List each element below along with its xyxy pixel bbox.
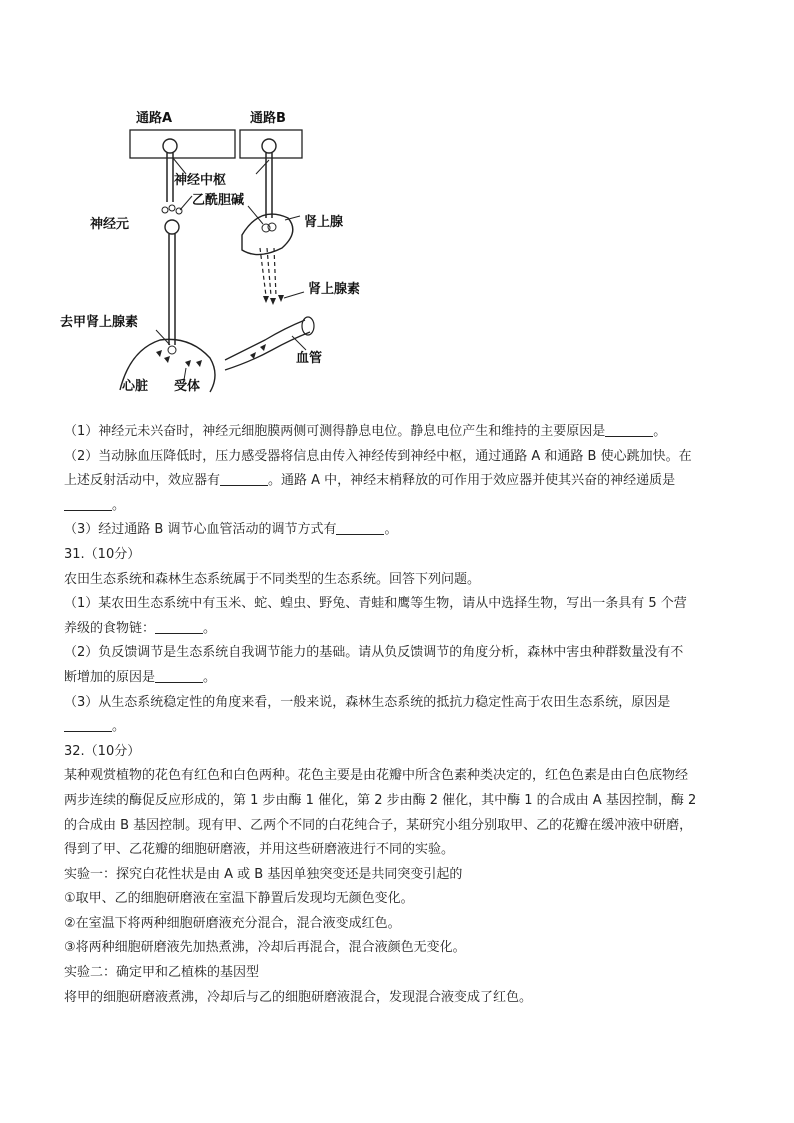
experiment-1-step2: ②在室温下将两种细胞研磨液充分混合，混合液变成红色。 [64, 915, 401, 931]
label-epinephrine: 肾上腺素 [308, 282, 361, 297]
answer-blank[interactable] [64, 717, 112, 732]
experiment-2-text: 将甲的细胞研磨液煮沸，冷却后与乙的细胞研磨液混合，发现混合液变成了红色。 [64, 989, 533, 1005]
label-nerve-center: 神经中枢 [174, 173, 227, 188]
label-norepinephrine: 去甲肾上腺素 [60, 315, 139, 330]
answer-blank[interactable] [64, 496, 112, 511]
q31-sub1-line1: （1）某农田生态系统中有玉米、蛇、蝗虫、野兔、青蛙和鹰等生物，请从中选择生物，写出一条具有 5 个营 [64, 596, 687, 612]
question-text [64, 420, 734, 1010]
center-neuron-a [163, 139, 177, 153]
experiment-1-step1: ①取甲、乙的细胞研磨液在室温下静置后发现均无颜色变化。 [64, 891, 414, 907]
pathway-a-box [130, 130, 235, 158]
label-adrenal-gland: 肾上腺 [304, 215, 344, 230]
q30-sub1: （1）神经元未兴奋时，神经元细胞膜两侧可测得静息电位。静息电位产生和维持的主要原因是 。 [64, 424, 667, 439]
q31-intro: 农田生态系统和森林生态系统属于不同类型的生态系统。回答下列问题。 [64, 571, 481, 587]
q32-para-line2: 两步连续的酶促反应形成的，第 1 步由酶 1 催化，第 2 步由酶 2 催化，其中酶 1 的合成由 A 基因控制，酶 2 [64, 792, 697, 808]
answer-blank[interactable] [336, 520, 384, 535]
q31-sub3-line1: （3）从生态系统稳定性的角度来看，一般来说，森林生态系统的抵抗力稳定性高于农田生态系统，原因是 [64, 694, 671, 710]
q30-sub3: （3）经过通路 B 调节心血管活动的调节方式有 。 [64, 522, 398, 538]
q30-sub2-line1: （2）当动脉血压降低时，压力感受器将信息由传入神经传到神经中枢，通过通路 A 和通路 B 使心跳加快。在 [64, 448, 692, 464]
label-heart: 心脏 [122, 379, 149, 394]
answer-blank[interactable] [605, 422, 653, 437]
experiment-2-title: 实验二：确定甲和乙植株的基因型 [64, 965, 260, 981]
pathway-b-box [240, 130, 302, 158]
label-pathway-b: 通路B [250, 111, 286, 126]
q30-sub2-line3: 。 [64, 494, 734, 519]
q30-sub2-line2: 上述反射活动中，效应器有 。通路 A 中，神经末梢释放的可作用于效应器并使其兴奋的神经递质是 [64, 473, 676, 489]
neuron-cell-body [165, 220, 179, 234]
q32-number: 32.（10分） [64, 743, 141, 759]
neural-regulation-diagram [60, 100, 400, 400]
q31-sub3-line2: 。 [64, 715, 734, 740]
label-acetylcholine: 乙酰胆碱 [192, 193, 245, 208]
answer-blank[interactable] [155, 619, 203, 634]
q31-sub1-line2: 养级的食物链： 。 [64, 620, 217, 636]
q31-sub2-line2: 断增加的原因是 。 [64, 669, 217, 685]
q31-number: 31.（10分） [64, 546, 141, 562]
label-neuron: 神经元 [90, 217, 130, 232]
center-neuron-b [262, 139, 276, 153]
experiment-1-step3: ③将两种细胞研磨液先加热煮沸，冷却后再混合，混合液颜色无变化。 [64, 940, 466, 956]
experiment-1-title: 实验一：探究白花性状是由 A 或 B 基因单独突变还是共同突变引起的 [64, 866, 463, 882]
q31-sub2-line1: （2）负反馈调节是生态系统自我调节能力的基础。请从负反馈调节的角度分析，森林中害虫种群数量没有不 [64, 645, 684, 661]
q32-para-line4: 得到了甲、乙花瓣的细胞研磨液，并用这些研磨液进行不同的实验。 [64, 842, 455, 858]
answer-blank[interactable] [155, 668, 203, 683]
q32-para-line1: 某种观赏植物的花色有红色和白色两种。花色主要是由花瓣中所含色素种类决定的，红色色素是由白色底物经 [64, 768, 689, 784]
label-pathway-a: 通路A [136, 111, 173, 126]
q32-para-line3: 的合成由 B 基因控制。现有甲、乙两个不同的白花纯合子，某研究小组分别取甲、乙的花瓣在缓冲液中研磨， [64, 817, 693, 833]
label-receptor: 受体 [174, 379, 201, 394]
diagram-svg [60, 100, 400, 400]
answer-blank[interactable] [220, 471, 268, 486]
label-blood-vessel: 血管 [296, 351, 323, 366]
